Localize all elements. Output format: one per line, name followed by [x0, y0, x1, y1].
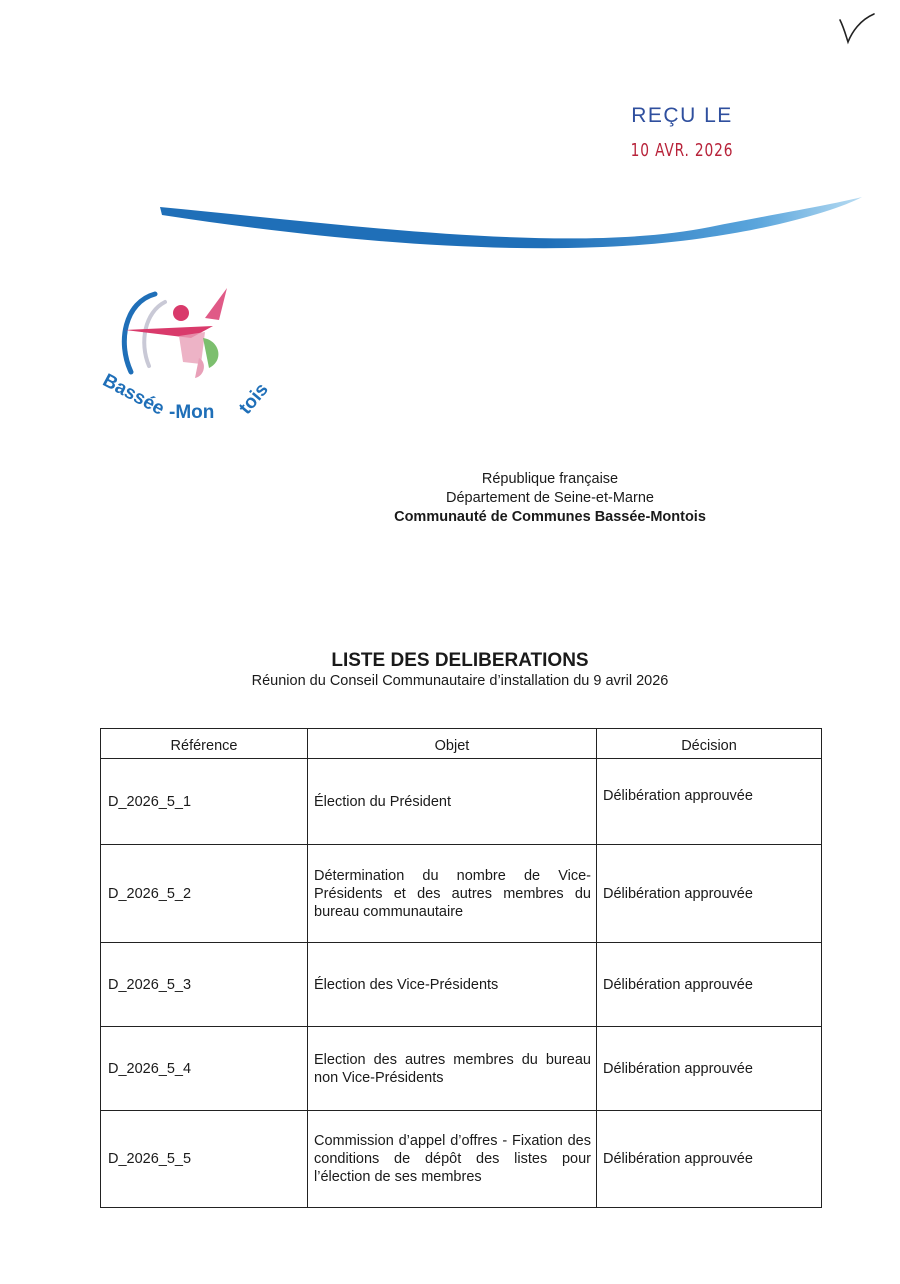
document-title: LISTE DES DELIBERATIONS [331, 650, 589, 671]
row-reference: D_2026_5_1 [101, 759, 308, 844]
bassee-montois-logo [95, 280, 285, 435]
row-objet: Election des autres membres du bureau non Vice-Présidents [308, 1027, 597, 1110]
stamp-title: REÇU LE [631, 104, 733, 127]
issuer-block [360, 470, 740, 527]
svg-text:tois: tois [234, 379, 273, 419]
header-decision: Décision [681, 737, 737, 754]
header-swoosh [150, 185, 870, 265]
handwritten-checkmark-icon [832, 8, 880, 48]
table-row [101, 943, 821, 1027]
issuer-community: Communauté de Communes Bassée-Montois [394, 509, 706, 525]
table-row [101, 1111, 821, 1207]
table-row [101, 1027, 821, 1111]
header-reference: Référence [101, 729, 308, 758]
stamp-date: 10 AVR. 2026 [630, 140, 734, 161]
table-header-row [101, 729, 821, 759]
row-decision: Délibération approuvée [603, 1151, 753, 1167]
svg-text:-Mon: -Mon [169, 402, 215, 423]
row-decision: Délibération approuvée [603, 976, 753, 993]
row-objet: Élection du Président [308, 759, 597, 844]
received-stamp [612, 104, 752, 161]
row-reference: D_2026_5_4 [101, 1027, 308, 1110]
header-objet: Objet [308, 729, 597, 758]
table-row [101, 759, 821, 845]
row-objet: Détermination du nombre de Vice-Présidents et des autres membres du bureau communautaire [308, 845, 597, 942]
row-decision: Délibération approuvée [603, 1060, 753, 1077]
issuer-country: République française [481, 471, 619, 487]
document-subtitle: Réunion du Conseil Communautaire d’installation du 9 avril 2026 [251, 673, 669, 689]
row-objet: Commission d’appel d’offres - Fixation des conditions de dépôt des listes pour l’élection de ses membres [308, 1111, 597, 1207]
row-reference: D_2026_5_5 [101, 1111, 308, 1207]
row-reference: D_2026_5_2 [101, 845, 308, 942]
table-row [101, 845, 821, 943]
row-objet: Élection des Vice-Présidents [308, 943, 597, 1026]
row-decision: Délibération approuvée [603, 885, 753, 902]
svg-text:Bassée: Bassée [99, 370, 168, 420]
issuer-department: Département de Seine-et-Marne [446, 490, 654, 506]
deliberations-table [100, 728, 822, 1208]
row-reference: D_2026_5_3 [101, 943, 308, 1026]
row-decision: Délibération approuvée [603, 788, 753, 804]
